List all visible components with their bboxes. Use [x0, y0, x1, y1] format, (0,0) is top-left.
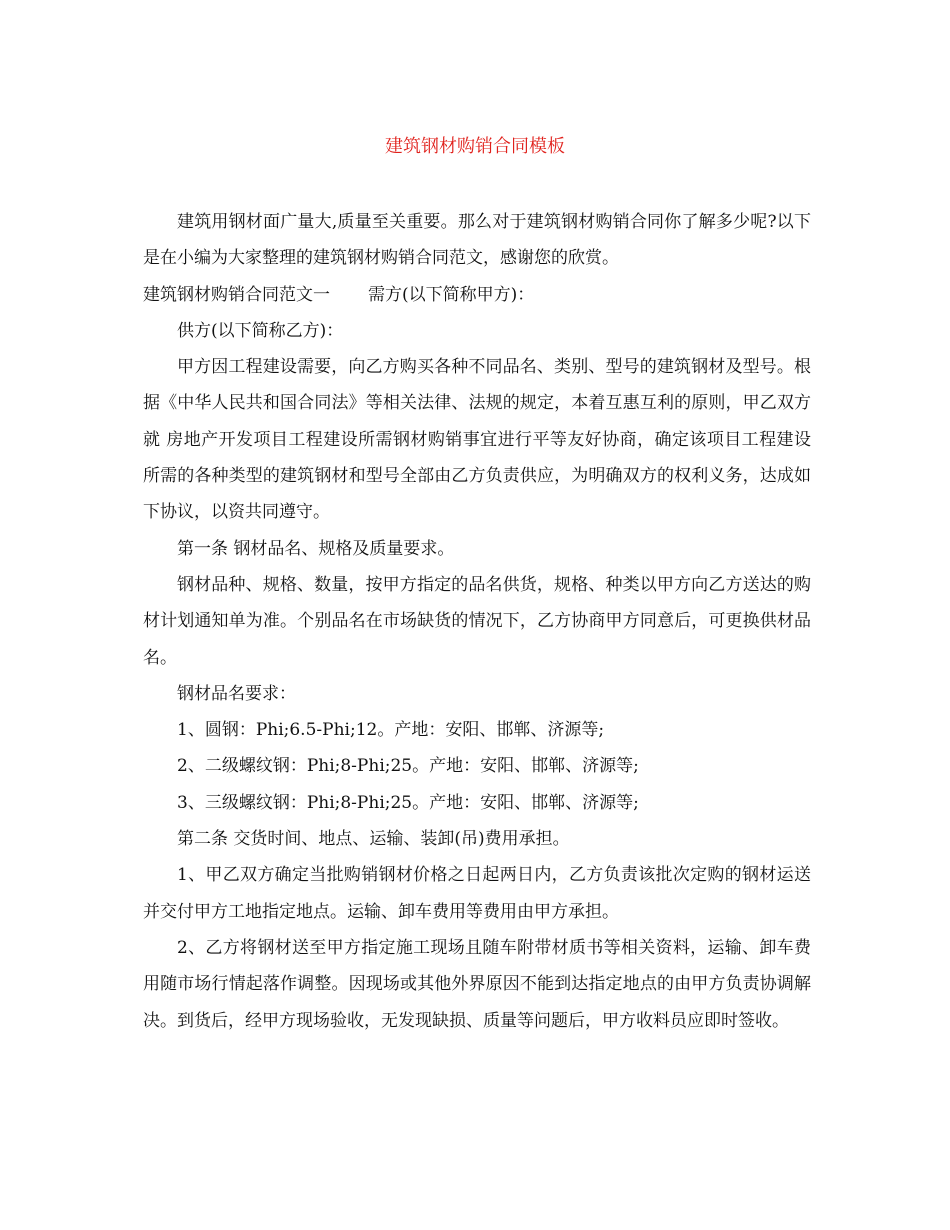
article-1-title: 第一条 钢材品名、规格及质量要求。 — [177, 538, 455, 559]
party-a-line: 需方(以下简称甲方)： — [368, 284, 535, 305]
article-2-item: 1、甲乙双方确定当批购销钢材价格之日起两日内，乙方负责该批次定购的钢材运送并交付甲方工地指定地点。运输、卸车费用等费用由甲方承担。 — [143, 865, 811, 922]
article-2-item: 2、乙方将钢材送至甲方指定施工现场且随车附带材质书等相关资料，运输、卸车费用随市场行情起落作调整。因现场或其他外界原因不能到达指定地点的由甲方负责协调解决。到货后，经甲方现场验收，无发现缺损、质量等问题后，甲方收料员应即时签收。 — [143, 937, 811, 1031]
requirement-item: 1、圆钢：Phi;6.5-Phi;12。产地：安阳、邯郸、济源等; — [177, 720, 605, 741]
sample-heading-line — [143, 277, 811, 313]
article-1-text: 钢材品种、规格、数量，按甲方指定的品名供货，规格、种类以甲方向乙方送达的购材计划通知单为准。个别品名在市场缺货的情况下，乙方协商甲方同意后，可更换供材品名。 — [143, 574, 811, 668]
document-body — [143, 204, 811, 1039]
intro-paragraph: 建筑用钢材面广量大,质量至关重要。那么对于建筑钢材购销合同你了解多少呢?以下是在小编为大家整理的建筑钢材购销合同范文，感谢您的欣赏。 — [143, 212, 811, 269]
document-title: 建筑钢材购销合同模板 — [385, 136, 565, 157]
requirements-heading: 钢材品名要求： — [177, 683, 296, 704]
sample-heading: 建筑钢材购销合同范文一 — [143, 284, 330, 305]
requirement-item: 3、三级螺纹钢：Phi;8-Phi;25。产地：安阳、邯郸、济源等; — [177, 792, 639, 813]
requirement-item: 2、二级螺纹钢：Phi;8-Phi;25。产地：安阳、邯郸、济源等; — [177, 756, 639, 777]
party-b-line: 供方(以下简称乙方)： — [177, 320, 344, 341]
preamble-paragraph: 甲方因工程建设需要，向乙方购买各种不同品名、类别、型号的建筑钢材及型号。根据《中华人民共和国合同法》等相关法律、法规的规定，本着互惠互利的原则，甲乙双方就 房地产开发项目工程建设所需钢材购销事宜进行平等友好协商，确定该项目工程建设所需的各种类型的建筑钢材和型号全部由乙方负责供应，为明确双方的权利义务，达成如下协议，以资共同遵守。 — [143, 357, 811, 523]
article-2-title: 第二条 交货时间、地点、运输、装卸(吊)费用承担。 — [177, 829, 570, 850]
